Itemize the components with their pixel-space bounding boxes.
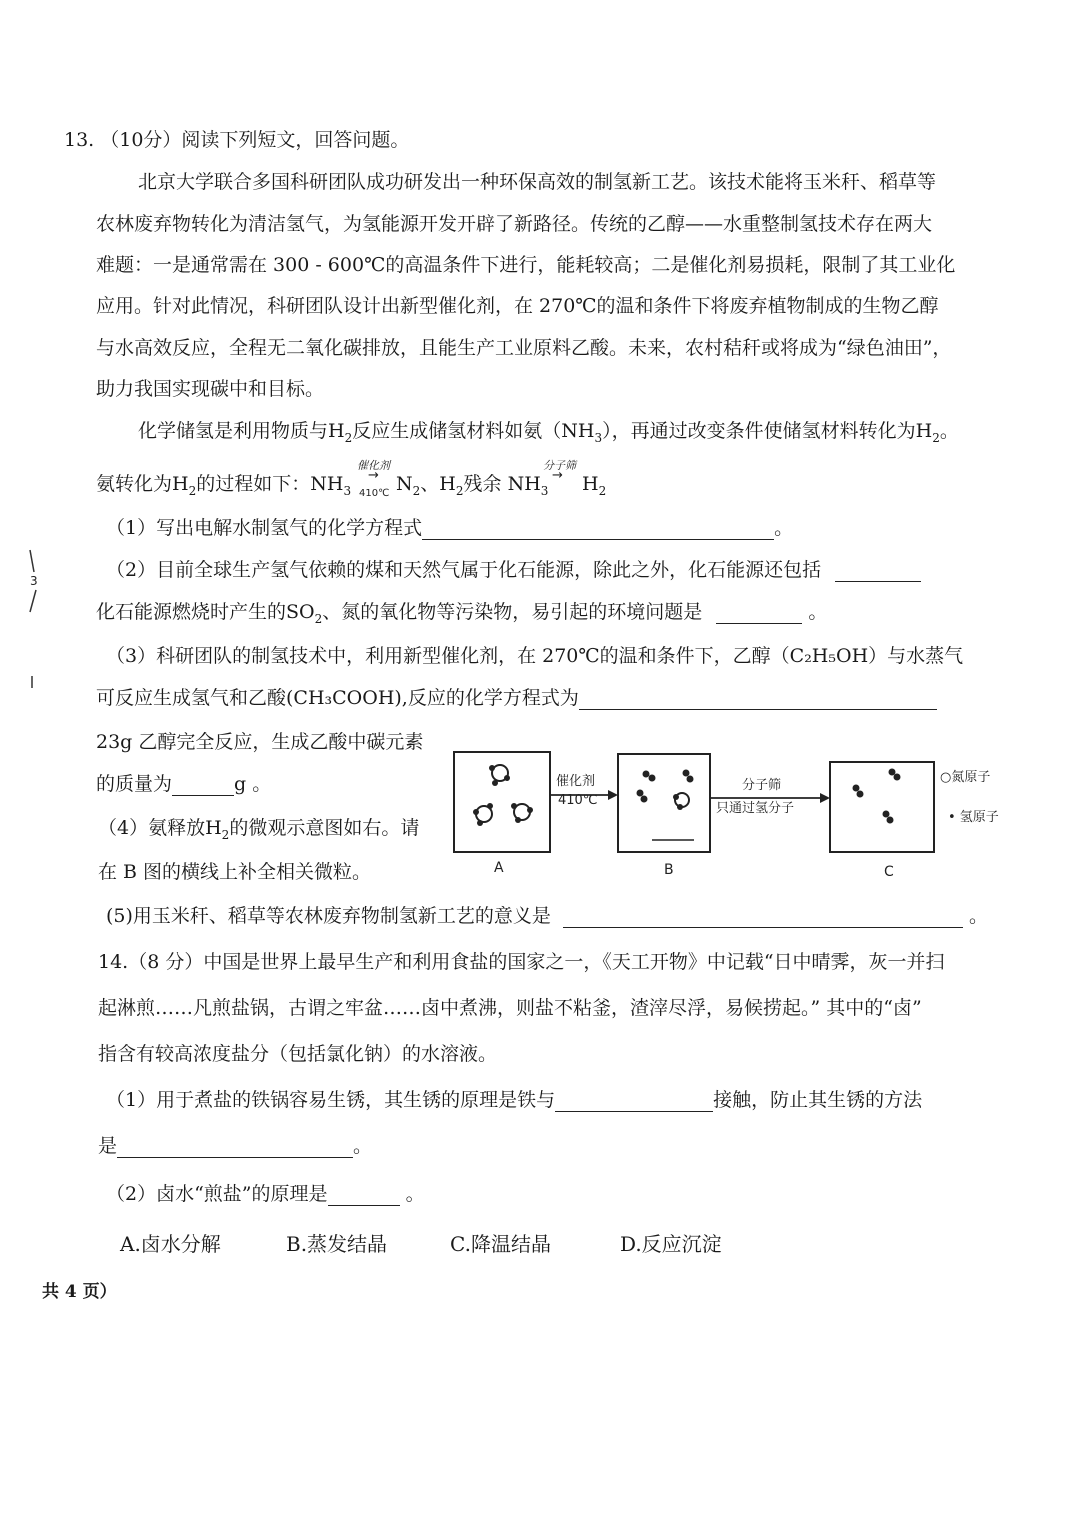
hydrogen-molecule (889, 769, 901, 781)
answer-blank[interactable] (563, 907, 963, 928)
q13-paragraph-line: 北京大学联合多国科研团队成功研发出一种环保高效的制氢新工艺。该技术能将玉米秆、稻草等 (138, 171, 937, 193)
q13-part5: (5)用玉米秆、稻草等农林废弃物制氢新工艺的意义是 。 (106, 905, 988, 927)
q13-paragraph-line: 农林废弃物转化为清洁氢气，为氢能源开发开辟了新路径。传统的乙醇——水重整制氢技术存在两大 (96, 213, 933, 235)
legend-hydrogen: • 氢原子 (948, 810, 999, 825)
answer-blank[interactable] (716, 603, 802, 624)
choice-d[interactable]: D.反应沉淀 (620, 1232, 722, 1256)
choice-c[interactable]: C.降温结晶 (450, 1232, 551, 1256)
box-b (618, 754, 710, 852)
arrow1-bottom-label: 410℃ (558, 793, 598, 808)
arrow2-top-label: 分子筛 (742, 778, 782, 793)
answer-blank[interactable] (555, 1091, 713, 1112)
q14-heading: 14.（8 分）中国是世界上最早生产和利用食盐的国家之一，《天工开物》中记载“日中晴霁，灰一并扫 (98, 951, 945, 973)
ammonia-molecule (673, 793, 689, 810)
q13-part4-cont: 在 B 图的横线上补全相关微粒。 (98, 861, 372, 883)
q13-part4: （4）氨释放$H_2$的微观示意图如右。请 (98, 817, 420, 842)
q13-part3-cont: 可反应生成氢气和乙酸(CH₃COOH),反应的化学方程式为 (96, 686, 937, 710)
sieve-label: 分子筛 (543, 459, 576, 472)
label-b: B (664, 862, 674, 878)
q14-part1-cont: 是 。 (98, 1135, 373, 1157)
q13-heading: 13. （10分）阅读下列短文，回答问题。 (64, 129, 410, 151)
hydrogen-molecule (683, 770, 694, 783)
reaction-arrow-icon: → (368, 468, 379, 483)
q13-part3-mass-cont: 的质量为 g 。 (96, 773, 272, 795)
hydrogen-molecule (637, 790, 648, 803)
q13-storage-paragraph: 化学储氢是利用物质与$H_2$反应生成储氢材料如氨$(NH_3)$，再通过改变条件使储氢材料转化为$H_2$。 (138, 420, 959, 445)
arrow2-bottom-label: 只通过氢分子 (716, 801, 795, 816)
q13-part2-cont: 化石能源燃烧时产生的$SO_2$、氮的氧化物等污染物，易引起的环境问题是 。 (96, 601, 828, 626)
q14-heading-cont: 指含有较高浓度盐分（包括氯化钠）的水溶液。 (98, 1043, 498, 1065)
arrow1-top-label: 催化剂 (556, 774, 596, 789)
q13-paragraph-line: 难题：一是通常需在 300 - 600℃的高温条件下进行，能耗较高；二是催化剂易损耗，限制了其工业化 (96, 254, 956, 276)
q13-reaction-process: 氨转化为$H_2$的过程如下：$NH_3$ (96, 473, 352, 498)
choice-a[interactable]: A.卤水分解 (120, 1232, 221, 1256)
label-a: A (494, 860, 504, 876)
q14-part1: （1）用于煮盐的铁锅容易生锈，其生锈的原理是铁与 接触，防止其生锈的方法 (106, 1089, 923, 1111)
q13-paragraph-line: 助力我国实现碳中和目标。 (96, 378, 325, 400)
answer-blank[interactable] (172, 775, 234, 796)
answer-blank[interactable] (579, 689, 937, 710)
q14-heading-cont: 起淋煎……凡煎盐锅，古谓之牢盆……卤中煮沸，则盐不粘釜，渣滓尽浮，易候捞起。” 其中的“卤” (98, 997, 922, 1019)
ammonia-micro-diagram (448, 740, 1078, 890)
q13-part2: （2）目前全球生产氢气依赖的煤和天然气属于化石能源，除此之外，化石能源还包括 (106, 558, 921, 582)
answer-blank[interactable] (422, 519, 774, 540)
answer-blank[interactable] (835, 561, 921, 582)
q13-reaction-final: $H_2$ (582, 473, 607, 498)
hydrogen-molecule (853, 785, 864, 798)
q14-part2: （2）卤水“煎盐”的原理是 。 (106, 1183, 425, 1205)
q13-part3-mass: 23g 乙醇完全反应，生成乙酸中碳元素 (96, 731, 424, 753)
hydrogen-molecule (883, 811, 894, 824)
answer-blank[interactable] (117, 1137, 353, 1158)
box-c (830, 762, 934, 852)
answer-blank[interactable] (328, 1185, 400, 1206)
hydrogen-molecule (643, 771, 656, 782)
margin-scribble (24, 548, 44, 688)
margin-mark: 3 (30, 574, 38, 588)
ammonia-molecule (489, 765, 510, 786)
catalyst-label: 催化剂 (357, 459, 390, 472)
ammonia-molecule (473, 803, 493, 826)
label-c: C (884, 864, 894, 880)
temperature-label: 410℃ (359, 488, 390, 499)
choice-b[interactable]: B.蒸发结晶 (286, 1232, 388, 1256)
q13-paragraph-line: 应用。针对此情况，科研团队设计出新型催化剂，在 270℃的温和条件下将废弃植物制成的生物乙醇 (96, 295, 939, 317)
reaction-arrow-icon: → (552, 468, 563, 483)
box-a (454, 752, 550, 852)
q13-reaction-products: $N_2$、$H_2$残余 $NH_3$ (396, 473, 549, 498)
q13-part1: （1）写出电解水制氢气的化学方程式 。 (106, 517, 794, 539)
legend-nitrogen: ○氮原子 (940, 770, 991, 785)
page-footer: 共 4 页） (42, 1282, 117, 1302)
ammonia-molecule (511, 803, 533, 823)
q13-paragraph-line: 与水高效反应，全程无二氧化碳排放，且能生产工业原料乙酸。未来，农村秸秆或将成为“绿色油田”， (96, 337, 952, 359)
q13-part3: （3）科研团队的制氢技术中，利用新型催化剂，在 270℃的温和条件下，乙醇（C₂H₅OH）与水蒸气 (106, 645, 964, 667)
